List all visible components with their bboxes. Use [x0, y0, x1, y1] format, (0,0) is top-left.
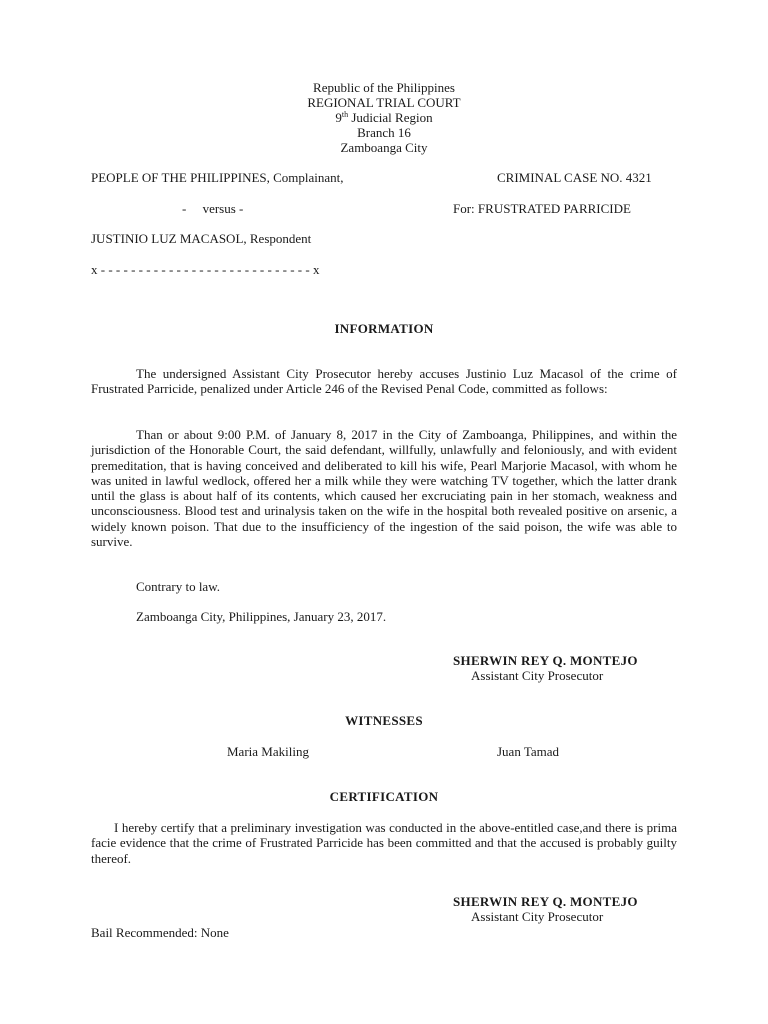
- region-number: 9: [335, 110, 342, 125]
- facts-text: Than or about 9:00 P.M. of January 8, 2017 in the City of Zamboanga, Philippines, and within the jurisdiction of the Honorable Court, the said defendant, willfully, unlawfully and feloniously, and with evident premeditation, that is having conceived and deliberated to kill his wife, Pearl Marjorie Macasol, with whom he was united in lawful wedlock, offered her a milk while they were watching TV together, which the latter drank until the glass is about half of its contents, which caused her excruciating pain in her stomach, weakness and unconsciousness. Blood test and urinalysis taken on the wife in the hospital both revealed positive on arsenic, a widely known poison. That due to the insufficiency of the ingestion of the said poison, the wife was able to survive.: [91, 427, 677, 550]
- versus-line: - versus -: [182, 201, 244, 216]
- certifying-prosecutor-title: Assistant City Prosecutor: [471, 909, 604, 924]
- header-region: [0, 110, 768, 125]
- bail-recommendation: Bail Recommended: None: [91, 925, 229, 940]
- caption-separator: x - - - - - - - - - - - - - - - - - - - - - - - - - - - - x: [91, 262, 320, 277]
- header-republic: Republic of the Philippines: [313, 80, 455, 95]
- region-text: Judicial Region: [348, 110, 433, 125]
- contrary-line: Contrary to law.: [136, 579, 220, 594]
- information-heading: INFORMATION: [334, 321, 434, 336]
- certification-text: I hereby certify that a preliminary investigation was conducted in the above-entitled case,and there is prima facie evidence that the crime of Frustrated Parricide has been committed and that the accused is probably guilty thereof.: [91, 820, 677, 866]
- date-place-line: Zamboanga City, Philippines, January 23, 2017.: [136, 609, 387, 624]
- prosecutor-title: Assistant City Prosecutor: [471, 668, 604, 683]
- prosecutor-name: SHERWIN REY Q. MONTEJO: [453, 653, 638, 668]
- header-court: REGIONAL TRIAL COURT: [307, 95, 461, 110]
- complainant-line: PEOPLE OF THE PHILIPPINES, Complainant,: [91, 170, 344, 185]
- respondent-line: JUSTINIO LUZ MACASOL, Respondent: [91, 231, 312, 246]
- certification-paragraph: [91, 820, 677, 866]
- header-city: Zamboanga City: [340, 140, 428, 155]
- certifying-prosecutor-name: SHERWIN REY Q. MONTEJO: [453, 894, 638, 909]
- region-ordinal: th: [341, 110, 349, 119]
- certification-heading: CERTIFICATION: [329, 789, 439, 804]
- accusation-text: The undersigned Assistant City Prosecutor hereby accuses Justinio Luz Macasol of the crime of Frustrated Parricide, penalized under Article 246 of the Revised Penal Code, committed as follows:: [91, 366, 677, 397]
- witnesses-heading: WITNESSES: [345, 713, 423, 728]
- offense-line: For: FRUSTRATED PARRICIDE: [453, 201, 631, 216]
- witness-item: Maria Makiling: [227, 744, 309, 759]
- case-number: CRIMINAL CASE NO. 4321: [497, 170, 652, 185]
- header-branch: Branch 16: [357, 125, 411, 140]
- facts-paragraph: [91, 427, 677, 549]
- witness-item: Juan Tamad: [497, 744, 560, 759]
- accusation-paragraph: [91, 366, 677, 397]
